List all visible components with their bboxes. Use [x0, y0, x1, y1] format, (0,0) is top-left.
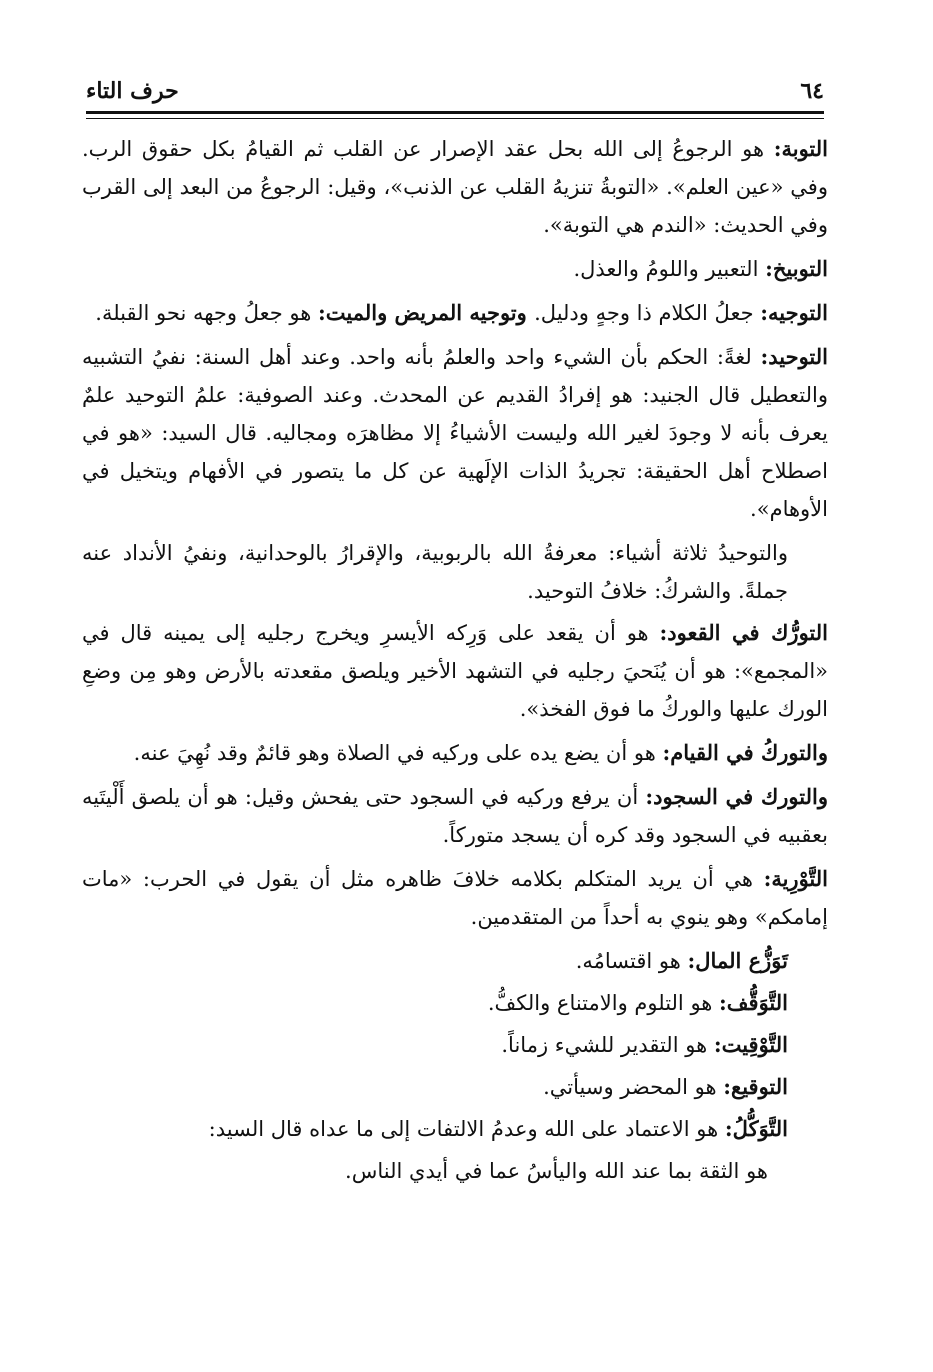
entry-subterm: وتوجيه المريض والميت: — [318, 300, 535, 325]
entry-tawarruk-qiyam — [82, 734, 828, 772]
entry-text: هو أن يضع يده على وركيه في الصلاة وهو قائمٌ وقد نُهِيَ عنه. — [133, 741, 663, 765]
entry-term: التَّوْقِيت: — [713, 1032, 788, 1057]
page-body — [82, 130, 828, 1194]
entry-text: هو التلوم والامتناع والكفُّ. — [487, 991, 720, 1015]
entry-tawhid-continued — [82, 534, 828, 610]
entry-tawqi — [82, 1068, 828, 1106]
entry-tawriya — [82, 860, 828, 936]
page-number: ٦٤ — [800, 78, 824, 104]
page-header — [86, 70, 824, 106]
entry-text: هو جعلُ وجهه نحو القبلة. — [95, 301, 318, 325]
entry-text: هو أن يقعد على وَرِكه الأيسرِ ويخرج رجليه إلى يمينه قال في «المجمع»: هو أن يُنَحيَ رجليه في التشهد الأخير ويلصق مقعدته بالأرض وهو مِن وضعِ الورك عليها والوركُ ما فوق الفخذ». — [82, 621, 829, 721]
entry-tawjih — [82, 294, 828, 332]
entry-term: والتوركُ في القيام: — [662, 740, 828, 765]
entry-text: والتوحيدُ ثلاثة أشياء: معرفةُ الله بالربوبية، والإقرارُ بالوحدانية، ونفيُ الأنداد عنه جملةً. والشركُ: خلافُ التوحيد. — [82, 541, 788, 603]
entry-text: هو الرجوعُ إلى الله بحل عقد الإصرار عن القلب ثم القيامُ بكل حقوق الرب. وفي «عين العلم». «التوبةُ تنزيهُ القلب عن الذنب»، وقيل: الرجوعُ من البعد إلى القرب وفي الحديث: «الندم هي التوبة». — [82, 137, 828, 237]
entry-term: التَّوَقُّف: — [719, 990, 788, 1015]
entry-tawbikh — [82, 250, 828, 288]
entry-term: التورُّك في القعود: — [659, 620, 828, 645]
entry-text: أن يرفع وركيه في السجود حتى يفحش وقيل: هو أن يلصق أَلْيتَيه بعقبيه في السجود وقد كره أن يسجد متوركاً. — [82, 785, 828, 847]
entry-tawaqquf — [82, 984, 828, 1022]
entry-term: التوحيد: — [760, 344, 828, 369]
entry-text: هو اقتسامُه. — [575, 949, 688, 973]
entry-tawba — [82, 130, 828, 244]
entry-term: التَّوَكُّلُ: — [724, 1116, 788, 1141]
entry-tawakkul — [82, 1110, 828, 1148]
entry-term: تَوَزُّع المال: — [687, 948, 788, 973]
entry-term: التَّوْرِية: — [763, 866, 828, 891]
entry-term: التوبة: — [773, 136, 828, 161]
entry-text: هو المحضر وسيأتي. — [543, 1075, 724, 1099]
entry-tawhid — [82, 338, 828, 528]
entry-tawarruk-sujud — [82, 778, 828, 854]
header-rule-thin — [86, 118, 824, 119]
entry-term: التوقيع: — [723, 1074, 788, 1099]
entry-term: التوبيخ: — [765, 256, 828, 281]
running-title: حرف التاء — [86, 78, 179, 104]
entry-tawqit — [82, 1026, 828, 1064]
entry-tawarruk-quud — [82, 614, 828, 728]
entry-text: جعلُ الكلام ذا وجهٍ ودليل. — [534, 301, 761, 325]
entry-text: هو التقدير للشيء زماناً. — [501, 1033, 714, 1057]
entry-term: والتورك في السجود: — [645, 784, 828, 809]
entry-term: التوجيه: — [760, 300, 828, 325]
closing-line: هو الثقة بما عند الله واليأسُ عما في أيدي الناس. — [345, 1159, 768, 1183]
entry-text: هو الاعتماد على الله وعدمُ الالتفات إلى ما عداه قال السيد: — [208, 1117, 725, 1141]
entry-text: التعبير واللومُ والعذل. — [573, 257, 766, 281]
entry-tawazzu — [82, 942, 828, 980]
header-rule-thick — [86, 111, 824, 114]
entry-text: لغةً: الحكم بأن الشيء واحد والعلمُ بأنه واحد. وعند أهل السنة: نفيُ التشبيه والتعطيل قال الجنيد: هو إفرادُ القديم عن المحدث. وعند الصوفية: علمُ التوحيد علمٌ يعرف بأنه لا وجودَ لغير الله وليست الأشياءُ إلا مظاهرَه ومجاليه. قال السيد: «هو في اصطلاح أهل الحقيقة: تجريدُ الذات الإلَهية عن كل ما يتصور في الأفهام ويتخيل في الأوهام». — [82, 345, 828, 521]
entry-text: هي أن يريد المتكلم بكلامه خلافَ ظاهره مثل أن يقول في الحرب: «مات إمامكم» وهو ينوي به أحداً من المتقدمين. — [82, 867, 828, 929]
